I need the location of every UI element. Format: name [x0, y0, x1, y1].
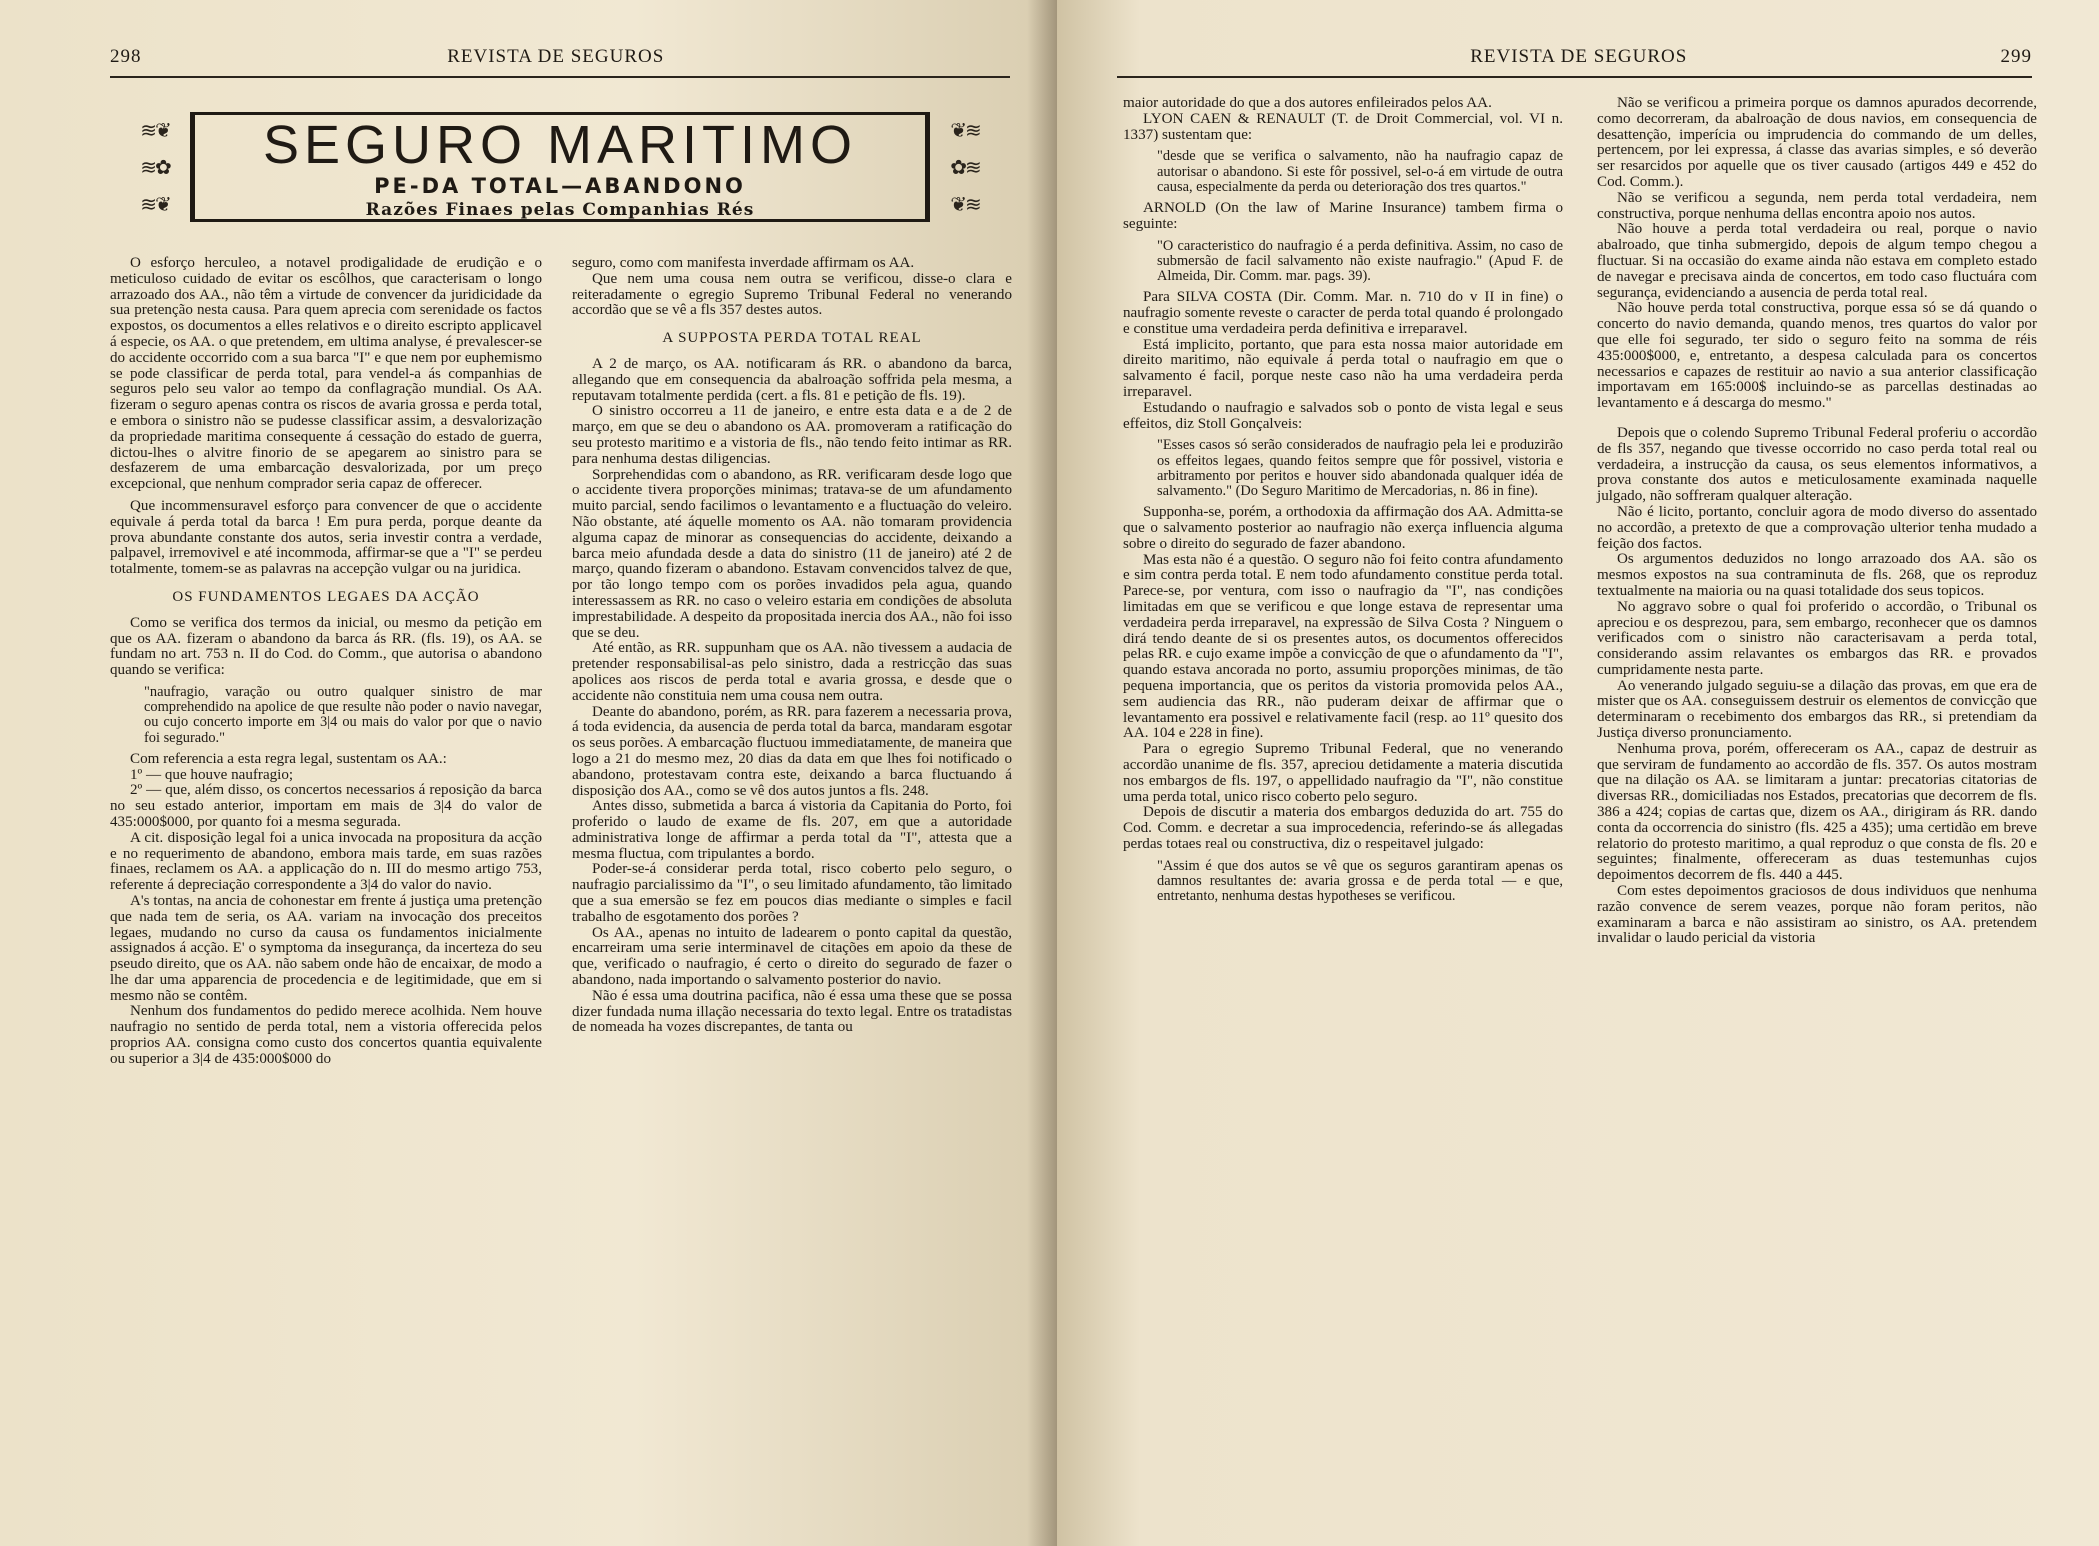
paragraph: Não se verificou a segunda, nem perda total verdadeira, nem constructiva, porque nenhuma dellas encontra apoio nos autos.: [1597, 189, 2037, 222]
paragraph: Não é essa uma doutrina pacifica, não é essa uma these que se possa dizer fundada numa illação necessaria do texto legal. Entre os tratadistas de nomeada ha vozes discrepantes, de tanta ou: [572, 987, 1012, 1036]
article-title: SEGURO MARITIMO: [262, 115, 857, 175]
left-page-number: 298: [110, 46, 142, 67]
paragraph: A cit. disposição legal foi a unica invocada na propositura da acção e no requerimento de abandono, embora mais tarde, em suas razões finaes, reclamem os AA. a applicação do n. III do mesmo artigo 753, referente á depreciação correspondente a 3|4 do valor do navio.: [110, 829, 542, 894]
paragraph: Para SILVA COSTA (Dir. Comm. Mar. n. 710 do v II in fine) o naufragio somente reveste o caracter de perda total quando é prolongado e constitue uma verdadeira perda definitiva e irreparavel.: [1123, 289, 1563, 337]
article-byline: Razões Finaes pelas Companhias Rés: [365, 200, 755, 220]
paragraph: Com referencia a esta regra legal, sustentam os AA.:: [130, 750, 447, 767]
left-page-column-1: [110, 256, 542, 1068]
paragraph: Sorprehendidas com o abandono, as RR. verificaram desde logo que o accidente tivera proporções minimas; tratava-se de um afundamento muito parcial, sendo facilimos o levantamento e a fluctuação do veleiro. Não obstante, até áquelle momento os AA. não tomaram providencia alguma capaz de minorar as consequencias do accidente, deixando a barca meio afundada desde a data do sinistro (11 de janeiro) até 2 de março, quando fizeram o abandono. Estavam convencidos talvez de que, por tão longo tempo com os porões invadidos pela agua, quando interessassem as RR. no caso o veleiro estaria em condições de absoluta imprestabilidade. A despeito da propositada inercia dos AA., não foi isso que se deu.: [572, 466, 1012, 641]
paragraph: Como se verifica dos termos da inicial, ou mesmo da petição em que os AA. fizeram o abandono da barca ás RR. (fls. 19), os AA. se fundam no art. 753 n. II do Cod. do Comm., que autorisa o abandono quando se verifica:: [110, 614, 542, 679]
paragraph: Poder-se-á considerar perda total, risco coberto pelo seguro, o naufragio parcialissimo da "I", o seu limitado afundamento, tão limitado que a sua emersão se fez em poucos dias mediante o simples e facil trabalho de esgotamento dos porões ?: [572, 861, 1012, 925]
paragraph: Até então, as RR. suppunham que os AA. não tivessem a audacia de pretender responsabilisal-as pelo sinistro, dada a restricção das suas apolices aos riscos de perda total e avaria grossa, e desde que o accidente não constituia nem uma cousa nem outra.: [572, 640, 1012, 704]
left-header-rule: [110, 74, 1010, 78]
paragraph: Mas esta não é a questão. O seguro não foi feito contra afundamento e sim contra perda total. E nem todo afundamento constitue perda total. Parece-se, por ventura, com isso o naufragio da "I", nas condições limitadas em que se verificou e que longe estava de representar uma verdadeira perda irreparavel, na expressão de Silva Costa ? Ninguem o dirá tendo deante de si os presentes autos, os documentos offerecidos pelas RR. e cujo exame impõe a convicção de que o afundamento da "I", quando estava ancorada no porto, assumiu proporções minimas, de tão pequena importancia, que os peritos da vistoria promovida pelos AA., sem audiencia das RR., não puderam deixar de affirmar que o levantamento era possivel e relativamente facil (resp. ao 11º quesito dos AA. 104 e 228 in fine).: [1123, 551, 1563, 742]
wave-ornament-icon: ≋❦: [140, 118, 170, 143]
paragraph: Não é licito, portanto, concluir agora de modo diverso do assentado no accordão, a pretexto de que a comprovação ulterior tenha mudado a feição dos factos.: [1597, 503, 2037, 552]
left-running-head: [110, 46, 1010, 68]
wave-ornament-icon: ✿≋: [950, 154, 980, 179]
title-box: [190, 112, 930, 222]
right-header-rule: [1117, 74, 2032, 78]
right-running-head: [1117, 46, 2032, 68]
block-quote: "desde que se verifica o salvamento, não ha naufragio capaz de autorisar o abandono. Si este fôr possivel, sel-o-á em virtude de outra causa, especialmente da perda ou deterioração dos tres quartos.": [1157, 148, 1563, 195]
paragraph: Para o egregio Supremo Tribunal Federal, que no venerando accordão unanime de fls. 357, apreciou detidamente a materia discutida nos embargos de fls. 197, o appellidado naufragio da "I", não constitue uma perda total, unico risco coberto pelo seguro.: [1123, 741, 1563, 805]
paragraph: Os AA., apenas no intuito de ladearem o ponto capital da questão, encarreiram uma serie interminavel de citações em apoio da these de que, verificado o naufragio, é certo o direito do segurado de fazer o abandono, nada importando o salvamento posterior do navio.: [572, 924, 1012, 989]
wave-ornament-icon: ❦≋: [950, 191, 980, 216]
paragraph: Não se verificou a primeira porque os damnos apurados decorrende, como decorreram, da abalroação de dous navios, em consequencia de desattenção, imperícia ou imprudencia do commando de um delles, pertencem, por lei expressa, á classe das avarias simples, e só deverão ser resarcidos por aquelle que os tiver causado (artigos 449 e 452 do Cod. Comm.).: [1597, 95, 2037, 190]
block-quote: "naufragio, varação ou outro qualquer sinistro de mar comprehendido na apolice de que resulte não poder o navio navegar, ou cujo concerto importe em 3|4 ou mais do valor por que o navio foi segurado.": [144, 683, 542, 746]
paragraph: Com estes depoimentos graciosos de dous individuos que nenhuma razão convence de serem veazes, porque não foram peritos, não examinaram a barca e não assistiram ao sinistro, os AA. pretendem invalidar o laudo pericial da vistoria: [1597, 883, 2037, 947]
paragraph: O sinistro occorreu a 11 de janeiro, e entre esta data e a de 2 de março, em que se deu o abandono os AA. promoveram a ratificação do seu protesto maritimo e a vistoria de fls., não tendo feito intimar as RR. para nenhuma destas diligencias.: [572, 403, 1012, 467]
right-page-column-2: [1597, 96, 2037, 947]
paragraph: O esforço herculeo, a notavel prodigalidade de erudição e o meticuloso cuidado de evitar os escôlhos, que caracterisam o longo arrazoado dos AA., não têm a virtude de convencer da juridicidade da sua pretenção nesta causa. Para quem aprecia com serenidade os factos expostos, os documentos a elles relativos e o direito escripto applicavel á especie, os AA. o que pretendem, em ultima analyse, é prevalescer-se do accidente occorrido com a sua barca "I" e que nem por euphemismo se pode classificar de perda total, para vendel-a ás companhias de seguros pelo seu valor ao tempo da conflagração mundial. Os AA. fizeram o seguro apenas contra os riscos de avaria grossa e perda total, e embora o sinistro não se pudesse classificar assim, a desvalorização da propriedade maritima consequente á cessação do estado de guerra, dictou-lhes o alvitre finorio de se apegarem ao sinistro para se desfazerem de uma embarcação desvalorizada, por um preço excepcional, que nenhum comprador seria capaz de offerecer.: [110, 255, 542, 493]
left-ornament-column: [120, 112, 190, 222]
section-heading: OS FUNDAMENTOS LEGAES DA ACÇÃO: [172, 588, 480, 605]
wave-ornament-icon: ≋✿: [140, 154, 170, 179]
wave-ornament-icon: ❦≋: [950, 118, 980, 143]
paragraph: Nenhum dos fundamentos do pedido merece acolhida. Nem houve naufragio no sentido de perda total, nem a vistoria offerecida pelos proprios AA. consigna como custo dos concertos quantia equivalente ou superior a 3|4 de 435:000$000 do: [110, 1003, 542, 1067]
paragraph: maior autoridade do que a dos autores enfileirados pelos AA.: [1123, 95, 1492, 111]
right-page-number: 299: [2000, 46, 2032, 67]
block-quote: "O caracteristico do naufragio é a perda definitiva. Assim, no caso de submersão de facil salvamento não existe naufragio." (Apud F. de Almeida, Dir. Comm. mar. pags. 39).: [1157, 237, 1563, 284]
paragraph: Supponha-se, porém, a orthodoxia da affirmação dos AA. Admitta-se que o salvamento posterior ao naufragio não exerça influencia alguma sobre o direito do segurado de fazer abandono.: [1123, 504, 1563, 552]
section-heading: A SUPPOSTA PERDA TOTAL REAL: [662, 330, 922, 347]
paragraph: Os argumentos deduzidos no longo arrazoado dos AA. são os mesmos expostos na sua contraminuta de fls. 268, que os reproduz textualmente na maioria ou na quasi totalidade dos seus topicos.: [1597, 551, 2037, 599]
paragraph: Antes disso, submetida a barca á vistoria da Capitania do Porto, foi proferido o laudo de exame de fls. 207, em que a autoridade administrativa longe de affirmar a perda total da "I", attesta que a mesma fluctua, com tripulantes a bordo.: [572, 798, 1012, 862]
paragraph: Não houve a perda total verdadeira ou real, porque o navio abalroado, que tinha submergido, depois de algum tempo chegou a fluctuar. Si na occasião do exame ainda não estava em completo estado de navegar e precisava ainda de concertos, em todo caso fluctuára com segurança, evidenciando a ausencia de perda total real.: [1597, 221, 2037, 301]
gutter-shadow: [1027, 0, 1057, 1546]
paragraph: Depois de discutir a materia dos embargos deduzida do art. 755 do Cod. Comm. e decretar a sua improcedencia, referindo-se ás allegadas perdas totaes real ou constructiva, diz o respeitavel julgado:: [1123, 804, 1563, 852]
paragraph: A 2 de março, os AA. notificaram ás RR. o abandono da barca, allegando que em consequencia da abalroação soffrida pela mesma, a reputavam totalmente perdida (cert. a fls. 81 e petição de fls. 19).: [572, 355, 1012, 404]
paragraph: Não houve perda total constructiva, porque essa só se dá quando o concerto do navio demanda, quando menos, tres quartos do valor por que elle foi segurado, ter sido o seguro feito na somma de réis 435:000$000, e, entretanto, a despesa calculada para os concertos necessarios e capazes de restituir ao navio a sua anterior classificação importavam em 165:000$ incluindo-se as parcellas destinadas ao levantamento e á descarga do mesmo.": [1597, 300, 2037, 412]
paragraph: seguro, como com manifesta inverdade affirmam os AA.: [572, 255, 915, 271]
paragraph: Que nem uma cousa nem outra se verificou, disse-o clara e reiteradamente o egregio Supremo Tribunal Federal no venerando accordão que se vê a fls 357 destes autos.: [572, 270, 1012, 319]
paragraph: Que incommensuravel esforço para convencer de que o accidente equivale á perda total da barca ! Em pura perda, porque deante da prova abundante constante dos autos, seria investir contra a verdade, palpavel, irremovivel e até incommoda, affirmar-se que a "I" se perdeu totalmente, tomem-se as palavras na accepção vulgar ou na juridica.: [110, 497, 542, 578]
paragraph: LYON CAEN & RENAULT (T. de Droit Commercial, vol. VI n. 1337) sustentam que:: [1123, 110, 1563, 143]
paragraph: A's tontas, na ancia de cohonestar em frente á justiça uma pretenção que nada tem de seria, os AA. variam na invocação dos preceitos legaes, mudando no curso da causa os fundamentos inicialmente assignados á acção. E' o symptoma da insegurança, da incerteza do seu pseudo direito, que os AA. não sabem onde hão de encaixar, de modo a lhe dar uma apparencia de procedencia e de legitimidade, que em si mesmo não se contêm.: [110, 892, 542, 1004]
right-running-title: REVISTA DE SEGUROS: [1470, 46, 1688, 67]
right-page: [1057, 0, 2099, 1546]
paragraph: Depois que o colendo Supremo Tribunal Federal proferiu o accordão de fls 357, negando que tivesse occorrido no caso perda total real ou verdadeira, a instrucção da causa, os seus elementos informativos, a prova constante dos autos e meticulosamente examinada naquelle julgado, não soffreram qualquer alteração.: [1597, 424, 2037, 505]
list-item: 1º — que houve naufragio;: [130, 766, 294, 783]
article-title-block: [120, 112, 1000, 222]
block-quote: "Esses casos só serão considerados de naufragio pela lei e produzirão os effeitos legaes, quando feitos sempre que fôr possivel, vistoria e arbitramento por peritos e houver sido abandonada qualquer idéa de salvamento." (Do Seguro Maritimo de Mercadorias, n. 86 in fine).: [1157, 437, 1563, 499]
paragraph: Deante do abandono, porém, as RR. para fazerem a necessaria prova, á toda evidencia, da ausencia de perda total da barca, mandaram esgotar os seus porões. A embarcação fluctuou immediatamente, de maneira que logo a 21 do mesmo mez, 20 dias da data em que lhes foi notificado o abandono, protestavam contra este, deixando a barca fluctuando á disposição dos AA., como se vê dos autos juntos a fls. 248.: [572, 703, 1012, 799]
right-page-column-1: [1123, 96, 1563, 910]
paragraph: Está implicito, portanto, que para esta nossa maior autoridade em direito maritimo, não equivale á perda total o naufragio em que o salvamento é facil, porque neste caso não ha uma verdadeira perda irreparavel.: [1123, 336, 1563, 400]
paragraph: Estudando o naufragio e salvados sob o ponto de vista legal e seus effeitos, diz Stoll Gonçalveis:: [1123, 399, 1563, 432]
left-page-column-2: [572, 256, 1012, 1036]
paragraph: Nenhuma prova, porém, offereceram os AA., capaz de destruir as que serviram de fundamento ao accordão de fls. 357. Os autos mostram que na dilação os AA. se limitaram a juntar: precatorias citatorias de diversas RR., domiciliadas nos Estados, precatorias que decorrem de fls. 386 a 424; copias de cartas que, dizem os AA., dirigiram ás RR. dando conta da occorrencia do sinistro (fls. 425 a 435); uma certidão em breve relatorio do protesto maritimo, a qual reproduz o que consta de fls. 20 e seguintes; finalmente, offereceram as duas testemunhas cujos depoimentos decorrem de fls. 440 a 445.: [1597, 740, 2037, 884]
paragraph: Ao venerando julgado seguiu-se a dilação das provas, em que era de mister que os AA. conseguissem destruir os elementos de convicção que determinaram o recebimento dos embargos das RR., si pretendiam da Justiça diverso pronunciamento.: [1597, 677, 2037, 742]
paragraph: ARNOLD (On the law of Marine Insurance) tambem firma o seguinte:: [1123, 200, 1563, 232]
right-ornament-column: [930, 112, 1000, 222]
left-running-title: REVISTA DE SEGUROS: [447, 46, 665, 67]
block-quote: "Assim é que dos autos se vê que os seguros garantiram apenas os damnos resultantes de: avaria grossa e de perda total — e que, entretanto, nenhuma destas hypotheses se verificou.: [1157, 857, 1563, 905]
wave-ornament-icon: ≋❦: [140, 191, 170, 216]
article-subtitle: PE-DA TOTAL—ABANDONO: [374, 174, 746, 198]
list-item: 2º — que, além disso, os concertos necessarios á reposição da barca no seu estado anterior, importam em mais de 3|4 do valor de 435:000$000, por quanto foi a mesma segurada.: [110, 782, 542, 830]
paragraph: No aggravo sobre o qual foi proferido o accordão, o Tribunal os apreciou e os desprezou, para, sem embargo, reconhecer que os damnos verificados com o sinistro não caracterisavam a perda total, considerando assim relavantes os embargos das RR. e provados cumpridamente nesta parte.: [1597, 598, 2037, 678]
